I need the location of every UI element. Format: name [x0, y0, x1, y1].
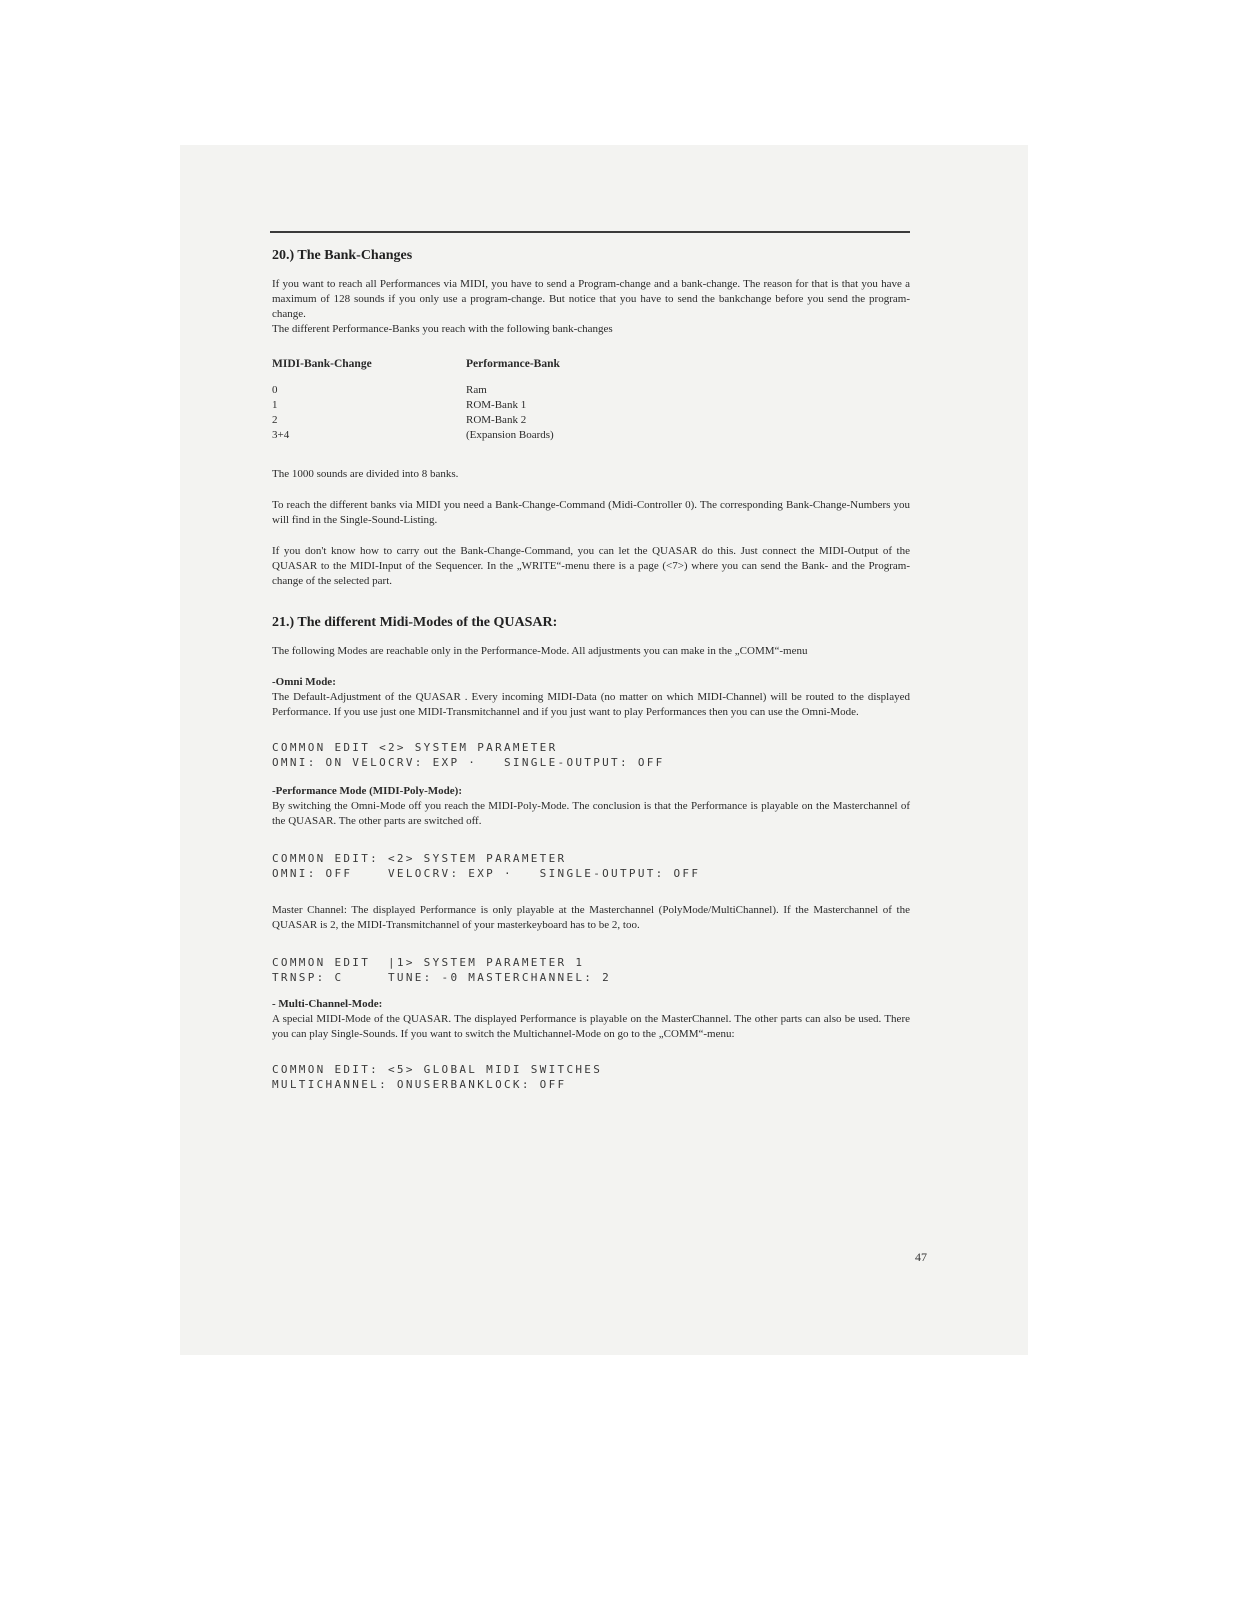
table-cell-bank: ROM-Bank 2	[466, 414, 527, 426]
section-20-paragraph-4: If you don't know how to carry out the Bank-Change-Command, you can let the QUASAR do this. Just connect the MIDI-Output of the QUASAR to the MIDI-Input of the Sequencer. In the „WRITE“-menu there is a page (<7>) where you can send the Bank- and the Program-change of the selected part.	[272, 545, 910, 587]
header-rule	[270, 231, 910, 233]
omni-mode-heading: -Omni Mode:	[272, 676, 336, 688]
multi-channel-mode-text: A special MIDI-Mode of the QUASAR. The displayed Performance is playable on the MasterChannel. The other parts can also be used. There you can play Single-Sounds. If you want to switch the Multichannel-Mode on go to the „COMM“-menu:	[272, 1013, 910, 1040]
lcd-display-multichannel	[272, 1062, 910, 1092]
lcd-line-1: COMMON EDIT <2> SYSTEM PARAMETER	[272, 741, 558, 754]
omni-mode-text: The Default-Adjustment of the QUASAR . Every incoming MIDI-Data (no matter on which MIDI-Channel) will be routed to the displayed Performance. If you use just one MIDI-Transmitchannel and if you just want to play Performances then you can use the Omni-Mode.	[272, 691, 910, 718]
lcd-line-2: TRNSP: C TUNE: -0 MASTERCHANNEL: 2	[272, 971, 612, 984]
table-cell-change: 2	[272, 414, 278, 426]
performance-mode-text: By switching the Omni-Mode off you reach the MIDI-Poly-Mode. The conclusion is that the Performance is playable on the Masterchannel of the QUASAR. The other parts are switched off.	[272, 800, 910, 827]
master-channel-text: Master Channel: The displayed Performance is only playable at the Masterchannel (PolyMode/MultiChannel). If the Masterchannel of the QUASAR is 2, the MIDI-Transmitchannel of your masterkeyboard has to be 2, too.	[272, 904, 910, 931]
section-21-title: 21.) The different Midi-Modes of the QUASAR:	[272, 615, 558, 630]
table-cell-change: 1	[272, 399, 278, 411]
lcd-line-2: OMNI: OFF VELOCRV: EXP · SINGLE-OUTPUT: OFF	[272, 867, 701, 880]
table-header-performance-bank: Performance-Bank	[466, 358, 560, 370]
page-number: 47	[915, 1250, 927, 1264]
lcd-display-omni	[272, 740, 910, 770]
section-20-paragraph-2: The 1000 sounds are divided into 8 banks.	[272, 468, 459, 480]
table-cell-change: 0	[272, 384, 278, 396]
lcd-display-master	[272, 955, 910, 985]
table-cell-bank: (Expansion Boards)	[466, 429, 554, 441]
performance-mode-heading: -Performance Mode (MIDI-Poly-Mode):	[272, 785, 462, 797]
lcd-line-1: COMMON EDIT |1> SYSTEM PARAMETER 1	[272, 956, 585, 969]
table-cell-bank: ROM-Bank 1	[466, 399, 527, 411]
lcd-line-1: COMMON EDIT: <2> SYSTEM PARAMETER	[272, 852, 567, 865]
lcd-line-2: OMNI: ON VELOCRV: EXP · SINGLE-OUTPUT: OFF	[272, 756, 665, 769]
lcd-display-performance	[272, 851, 910, 881]
table-cell-change: 3+4	[272, 429, 290, 441]
section-20-paragraph-3: To reach the different banks via MIDI you need a Bank-Change-Command (Midi-Controller 0). The corresponding Bank-Change-Numbers you will find in the Single-Sound-Listing.	[272, 499, 910, 526]
section-20-title: 20.) The Bank-Changes	[272, 248, 413, 263]
lcd-line-2: MULTICHANNEL: ONUSERBANKLOCK: OFF	[272, 1078, 567, 1091]
page-content	[272, 248, 910, 1106]
section-20-paragraph-1	[272, 277, 910, 322]
table-header-midi-bank-change: MIDI-Bank-Change	[272, 358, 372, 370]
section-20-paragraph-1b: The different Performance-Banks you reach with the following bank-changes	[272, 323, 613, 335]
lcd-line-1: COMMON EDIT: <5> GLOBAL MIDI SWITCHES	[272, 1063, 603, 1076]
section-20-paragraph-1-text: If you want to reach all Performances via MIDI, you have to send a Program-change and a bank-change. The reason for that is that you have a maximum of 128 sounds if you only use a program-change. But notice that you have to send the bankchange before you send the program-change.	[272, 278, 910, 320]
multi-channel-mode-heading: - Multi-Channel-Mode:	[272, 998, 383, 1010]
table-cell-bank: Ram	[466, 384, 487, 396]
bank-change-table	[272, 357, 910, 443]
section-21-intro: The following Modes are reachable only in the Performance-Mode. All adjustments you can make in the „COMM“-menu	[272, 645, 808, 657]
